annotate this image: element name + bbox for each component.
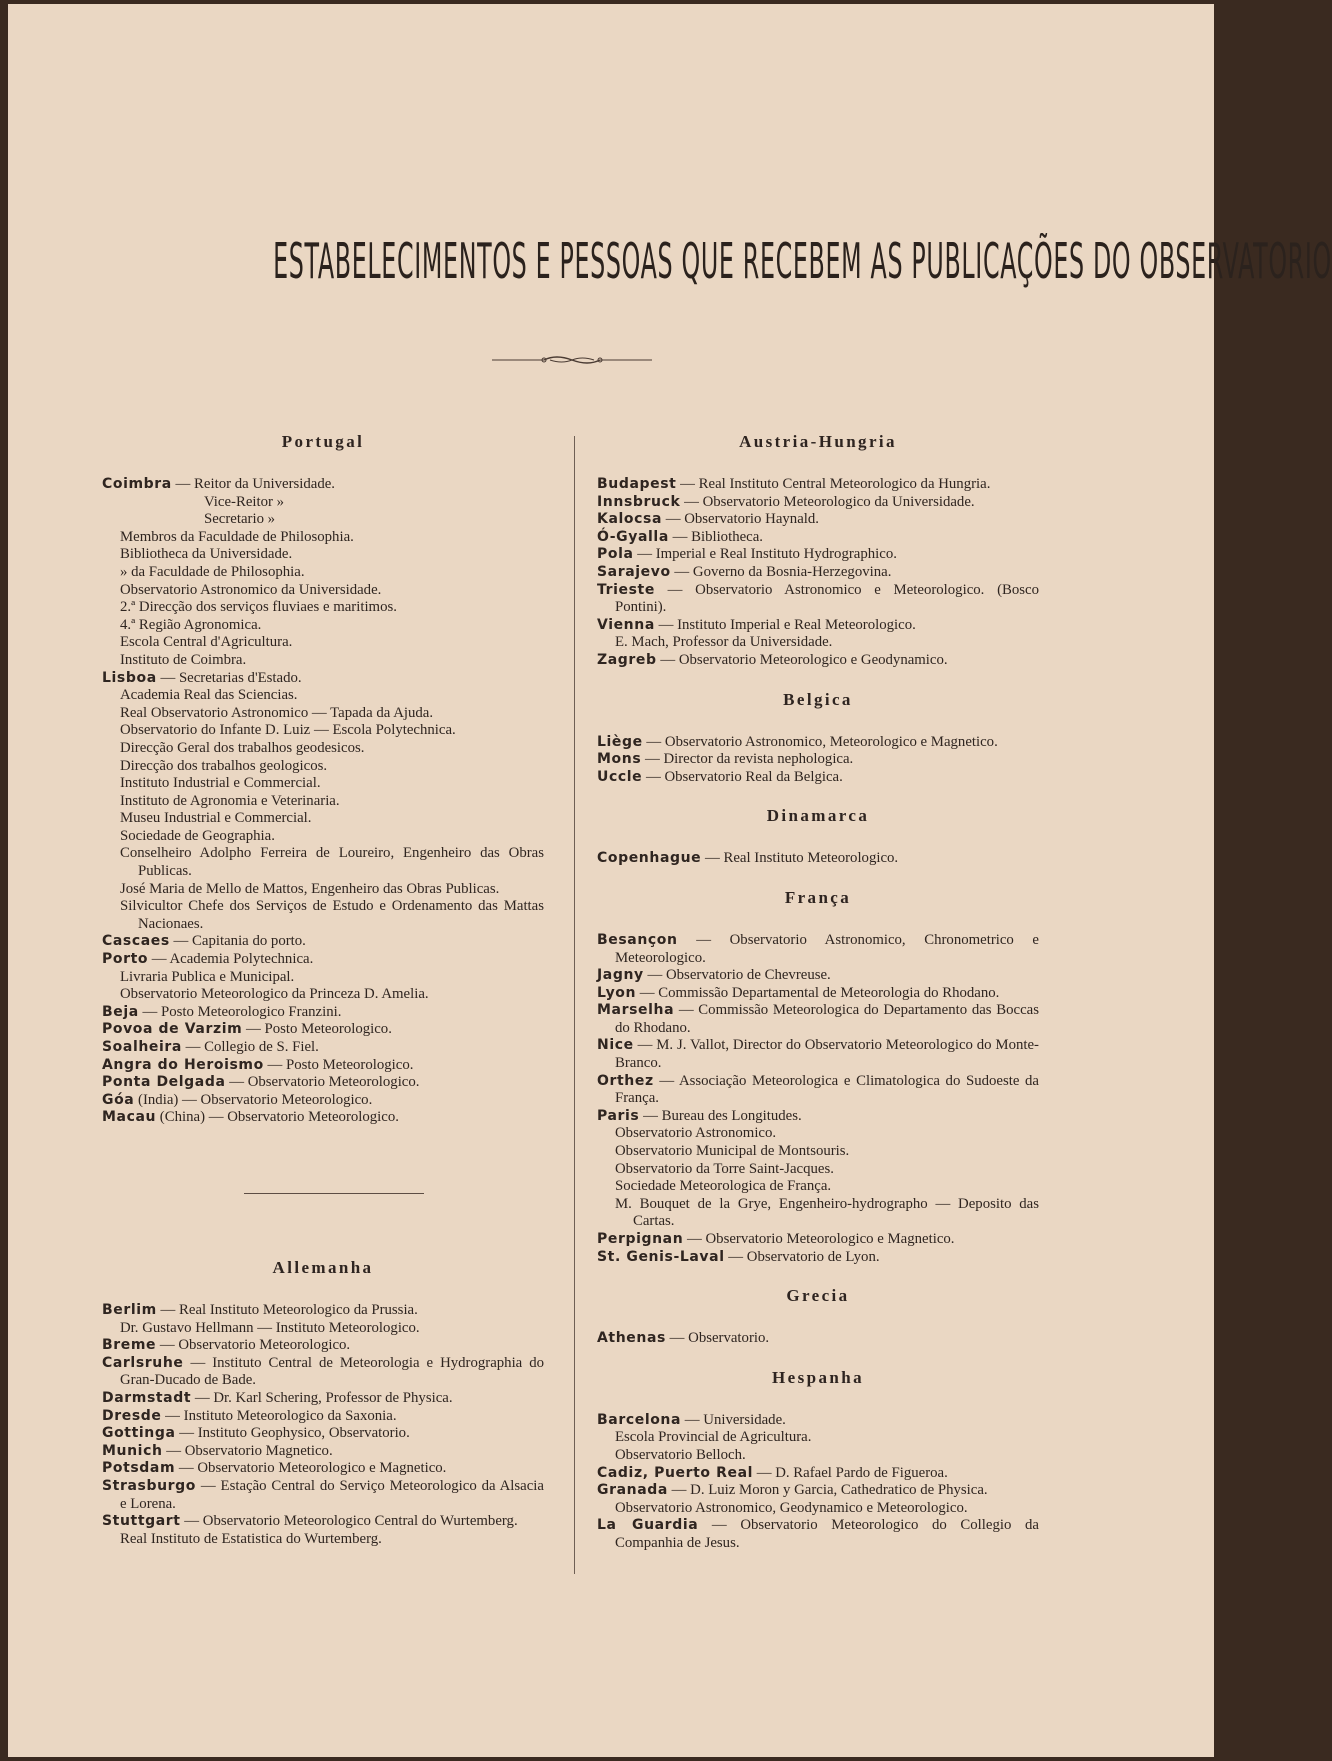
entry-line — [597, 634, 1039, 652]
entry-text: — Director da revista nephologica. — [641, 751, 854, 768]
entry-line — [597, 1037, 1039, 1072]
entry-text: — D. Rafael Pardo de Figueroa. — [753, 1464, 948, 1481]
entry-text: — Bureau des Longitudes. — [639, 1107, 802, 1124]
entry-text: — Instituto Meteorologico da Saxonia. — [161, 1407, 397, 1424]
entry-text: — Observatorio Magnetico. — [162, 1442, 333, 1459]
entry-text: — Observatorio de Lyon. — [724, 1248, 880, 1265]
entry-line — [102, 617, 544, 635]
document-page — [8, 4, 1332, 1757]
entry-line — [102, 722, 544, 740]
entry-text: — Observatorio Meteorologico da Universidade. — [680, 493, 975, 510]
entry-line — [597, 985, 1039, 1003]
entry-text: Direcção Geral dos trabalhos geodesicos. — [120, 739, 365, 756]
entry-line — [597, 476, 1039, 494]
place-name: Breme — [102, 1337, 157, 1354]
place-name: Orthez — [597, 1072, 654, 1089]
entry-text: Escola Central d'Agricultura. — [120, 634, 293, 651]
section-heading: Hespanha — [772, 1367, 864, 1387]
entry-line — [597, 511, 1039, 529]
entry-line — [597, 617, 1039, 635]
column-divider — [574, 436, 575, 1574]
entry-text: — Observatorio Meteorologico. — [225, 1074, 420, 1091]
entry-line — [597, 1196, 1039, 1231]
entry-text: — Posto Meteorologico. — [263, 1056, 414, 1073]
place-name: Berlim — [102, 1301, 157, 1318]
place-name: Liège — [597, 733, 643, 750]
entry-line — [102, 1443, 544, 1461]
entry-line — [102, 1531, 544, 1549]
entry-text: — Posto Meteorologico. — [242, 1021, 392, 1038]
place-name: Gottinga — [102, 1425, 176, 1442]
entry-line — [102, 845, 544, 880]
entry-list — [597, 1330, 1039, 1348]
entry-line — [102, 582, 544, 600]
entry-text: — Observatorio Astronomico e Meteorologico. (Bosco Pontini). — [615, 581, 1039, 616]
entry-text: 2.ª Direcção dos serviços fluviaes e maritimos. — [120, 599, 397, 616]
place-name: La Guardia — [597, 1517, 699, 1534]
entry-line — [102, 1109, 544, 1127]
entry-list — [597, 1412, 1039, 1553]
entry-text: — Academia Polytechnica. — [148, 951, 314, 968]
entry-text: Silvicultor Chefe dos Serviços de Estudo e Ordenamento das Mattas Nacionaes. — [120, 898, 544, 932]
entry-line — [102, 1021, 544, 1039]
section-heading: Belgica — [783, 689, 853, 709]
entry-line — [102, 1302, 544, 1320]
entry-text: — Estação Central do Serviço Meteorologico da Alsacia e Lorena. — [120, 1477, 544, 1512]
entry-line — [102, 986, 544, 1004]
entry-line — [102, 1337, 544, 1355]
place-name: Trieste — [597, 581, 655, 598]
entry-list — [597, 850, 1039, 868]
entry-text: — Instituto Central de Meteorologia e Hydrographia do Gran-Ducado de Bade. — [120, 1354, 544, 1389]
place-name: Sarajevo — [597, 563, 671, 580]
entry-line — [597, 546, 1039, 564]
entry-line — [597, 1231, 1039, 1249]
entry-text: — Instituto Geophysico, Observatorio. — [175, 1425, 410, 1442]
entry-text: — Observatorio Meteorologico. — [156, 1337, 351, 1354]
entry-line — [597, 564, 1039, 582]
entry-line — [597, 1429, 1039, 1447]
entry-line — [102, 758, 544, 776]
place-name: Ó-Gyalla — [597, 528, 669, 545]
entry-text: Observatorio Astronomico da Universidade. — [120, 581, 382, 598]
place-name: Perpignan — [597, 1231, 684, 1247]
entry-line — [102, 511, 544, 529]
place-name: Strasburgo — [102, 1477, 196, 1494]
place-name: Ponta Delgada — [102, 1074, 226, 1091]
entry-line — [102, 1057, 544, 1075]
entry-text: Observatorio Municipal de Montsouris. — [615, 1143, 850, 1160]
entry-line — [102, 1408, 544, 1426]
entry-line — [102, 494, 544, 512]
entry-line — [597, 652, 1039, 670]
entry-line — [102, 652, 544, 670]
entry-line — [102, 1390, 544, 1408]
entry-text: — Real Instituto Meteorologico. — [701, 850, 899, 867]
entry-line — [102, 793, 544, 811]
entry-text: José Maria de Mello de Mattos, Engenheiro das Obras Publicas. — [120, 880, 500, 897]
entry-line — [597, 1465, 1039, 1483]
entry-text: M. Bouquet de la Grye, Engenheiro-hydrographo — Deposito das Cartas. — [615, 1195, 1039, 1230]
entry-text: — Reitor da Universidade. — [171, 476, 335, 492]
entry-text: Membros da Faculdade de Philosophia. — [120, 528, 354, 545]
place-name: Mons — [597, 751, 642, 768]
entry-line — [102, 1355, 544, 1390]
entry-line — [102, 529, 544, 547]
place-name: Granada — [597, 1482, 668, 1499]
place-name: Innsbruck — [597, 493, 681, 510]
section-heading: Austria-Hungria — [739, 432, 897, 451]
entry-text: — Observatorio Meteorologico e Geodynamico. — [656, 651, 948, 668]
place-name: Kalocsa — [597, 511, 662, 528]
entry-line — [102, 969, 544, 987]
entry-text: — Observatorio. — [665, 1330, 770, 1347]
section-heading: Portugal — [281, 432, 365, 451]
right-column — [597, 432, 1039, 1553]
entry-line — [597, 1500, 1039, 1518]
section-franca — [597, 888, 1039, 1266]
entry-line — [102, 687, 544, 705]
entry-text: — Capitania do porto. — [169, 933, 306, 950]
entry-line — [597, 1330, 1039, 1348]
place-name: Nice — [597, 1037, 634, 1054]
place-name: Munich — [102, 1442, 163, 1459]
entry-line — [102, 881, 544, 899]
entry-line — [597, 751, 1039, 769]
entry-text: — Commissão Meteorologica do Departamento das Boccas do Rhodano. — [615, 1002, 1039, 1036]
entry-line — [597, 1125, 1039, 1143]
place-name: Darmstadt — [102, 1389, 192, 1406]
place-name: Lyon — [597, 984, 637, 1001]
entry-text: — M. J. Vallot, Director do Observatorio Meteorologico do Monte-Branco. — [615, 1037, 1039, 1072]
entry-text: — Instituto Imperial e Real Meteorologico. — [654, 616, 916, 633]
entry-text: Sociedade Meteorologica de França. — [615, 1178, 832, 1195]
entry-text: » da Faculdade de Philosophia. — [120, 563, 305, 580]
entry-line — [597, 734, 1039, 752]
entry-text: Direcção dos trabalhos geologicos. — [120, 757, 328, 774]
place-name: Vienna — [597, 616, 655, 633]
entry-line — [102, 670, 544, 688]
section-separator — [244, 1193, 424, 1194]
place-name: Cascaes — [102, 933, 170, 950]
entry-text: Dr. Gustavo Hellmann — Instituto Meteorologico. — [120, 1319, 420, 1336]
entry-line — [102, 1039, 544, 1057]
entry-line — [597, 1002, 1039, 1037]
place-name: Coimbra — [102, 476, 172, 492]
entry-text: Instituto de Coimbra. — [120, 651, 247, 668]
entry-line — [102, 898, 544, 933]
entry-line — [102, 634, 544, 652]
entry-line — [597, 494, 1039, 512]
entry-line — [102, 599, 544, 617]
entry-text: Academia Real das Sciencias. — [120, 687, 298, 704]
place-name: Marselha — [597, 1002, 675, 1019]
entry-line — [597, 1143, 1039, 1161]
entry-list — [597, 932, 1039, 1266]
entry-line — [597, 967, 1039, 985]
entry-text: — D. Luiz Moron y Garcia, Cathedratico de Physica. — [667, 1482, 988, 1499]
entry-text: 4.ª Região Agronomica. — [120, 616, 262, 633]
place-name: Góa — [102, 1091, 135, 1108]
entry-line — [102, 1074, 544, 1092]
place-name: Budapest — [597, 476, 677, 492]
place-name: Soalheira — [102, 1039, 182, 1055]
entry-list — [597, 734, 1039, 787]
entry-line — [597, 1517, 1039, 1552]
entry-text: — Observatorio Meteorologico Central do Wurtemberg. — [180, 1513, 518, 1530]
entry-line — [597, 769, 1039, 787]
entry-text: — Secretarias d'Estado. — [156, 669, 302, 686]
entry-text: Escola Provincial de Agricultura. — [615, 1429, 812, 1446]
entry-line — [597, 932, 1039, 967]
section-heading: França — [784, 887, 852, 907]
ornament-divider — [492, 352, 652, 368]
entry-line — [102, 546, 544, 564]
place-name: Povoa de Varzim — [102, 1021, 243, 1038]
place-name: Macau — [102, 1109, 157, 1126]
entry-text: — Associação Meteorologica e Climatologica do Sudoeste da França. — [615, 1072, 1039, 1107]
entry-text: — Observatorio Real da Belgica. — [642, 768, 843, 785]
entry-text: — Real Instituto Central Meteorologico da Hungria. — [676, 476, 991, 492]
place-name: Jagny — [597, 967, 644, 984]
entry-text: — Observatorio Meteorologico e Magnetico. — [175, 1460, 447, 1477]
entry-text: Instituto de Agronomia e Veterinaria. — [120, 792, 340, 809]
entry-line — [102, 705, 544, 723]
place-name: Paris — [597, 1107, 640, 1124]
entry-line — [597, 850, 1039, 868]
place-name: Lisboa — [102, 669, 157, 686]
entry-line — [597, 1447, 1039, 1465]
place-name: Potsdam — [102, 1460, 176, 1477]
entry-text: — Observatorio Meteorologico e Magnetico. — [683, 1231, 955, 1247]
section-heading: Dinamarca — [766, 806, 870, 826]
entry-text: Sociedade de Geographia. — [120, 827, 275, 844]
section-belgica — [597, 690, 1039, 787]
place-name: St. Genis-Laval — [597, 1248, 725, 1265]
place-name: Barcelona — [597, 1411, 682, 1428]
place-name: Carlsruhe — [102, 1354, 184, 1371]
entry-text: — Bibliotheca. — [668, 528, 763, 545]
entry-text: — Observatorio Astronomico, Chronometrico e Meteorologico. — [615, 931, 1039, 966]
entry-line — [102, 1092, 544, 1110]
entry-text: — Governo da Bosnia-Herzegovina. — [670, 563, 892, 580]
entry-text: Livraria Publica e Municipal. — [120, 968, 295, 985]
entry-text: (India) — Observatorio Meteorologico. — [134, 1091, 373, 1108]
entry-line — [102, 1004, 544, 1022]
entry-line — [597, 1412, 1039, 1430]
place-name: Athenas — [597, 1330, 666, 1347]
entry-line — [597, 1178, 1039, 1196]
entry-text: Secretario » — [204, 511, 276, 528]
place-name: Dresde — [102, 1407, 162, 1424]
entry-text: Observatorio do Infante D. Luiz — Escola Polytechnica. — [120, 722, 456, 739]
entry-text: (China) — Observatorio Meteorologico. — [156, 1109, 399, 1126]
entry-list — [102, 476, 544, 1127]
entry-line — [102, 1320, 544, 1338]
entry-text: Observatorio Astronomico. — [615, 1125, 777, 1142]
entry-text: Observatorio Belloch. — [615, 1446, 746, 1463]
section-austria-hungria — [597, 432, 1039, 670]
entry-text: — Real Instituto Meteorologico da Prussia. — [156, 1301, 418, 1318]
entry-list — [597, 476, 1039, 670]
left-column — [102, 432, 544, 1548]
entry-text: — Universidade. — [681, 1411, 786, 1428]
entry-line — [102, 810, 544, 828]
entry-text: — Collegio de S. Fiel. — [181, 1039, 319, 1055]
place-name: Pola — [597, 546, 634, 563]
entry-text: — Observatorio de Chevreuse. — [643, 967, 831, 984]
entry-text: E. Mach, Professor da Universidade. — [615, 634, 833, 651]
entry-text: — Commissão Departamental de Meteorologia do Rhodano. — [636, 984, 1000, 1001]
entry-line — [597, 582, 1039, 617]
entry-text: Conselheiro Adolpho Ferreira de Loureiro, Engenheiro das Obras Publicas. — [120, 845, 544, 880]
place-name: Uccle — [597, 768, 643, 785]
section-dinamarca — [597, 806, 1039, 868]
entry-text: Observatorio Meteorologico da Princeza D. Amelia. — [120, 986, 429, 1003]
entry-text: — Observatorio Meteorologico do Collegio da Companhia de Jesus. — [615, 1517, 1039, 1551]
entry-line — [102, 775, 544, 793]
place-name: Besançon — [597, 931, 678, 948]
section-allemanha — [102, 1258, 544, 1548]
place-name: Stuttgart — [102, 1513, 181, 1530]
section-portugal — [102, 432, 544, 1127]
entry-line — [597, 1108, 1039, 1126]
place-name: Zagreb — [597, 651, 657, 668]
entry-line — [102, 476, 544, 494]
place-name: Cadiz, Puerto Real — [597, 1464, 754, 1481]
section-grecia — [597, 1286, 1039, 1348]
place-name: Angra do Heroismo — [102, 1056, 264, 1073]
entry-text: — Observatorio Astronomico, Meteorologico e Magnetico. — [642, 733, 998, 750]
section-heading: Grecia — [786, 1286, 850, 1306]
page-title: ESTABELECIMENTOS E PESSOAS QUE RECEBEM AS PUBLICAÇÕES DO OBSERVATORIO — [273, 234, 1332, 291]
entry-line — [102, 1478, 544, 1513]
entry-line — [597, 529, 1039, 547]
entry-line — [102, 740, 544, 758]
entry-text: Instituto Industrial e Commercial. — [120, 775, 321, 792]
entry-line — [102, 1460, 544, 1478]
entry-line — [597, 1482, 1039, 1500]
place-name: Beja — [102, 1003, 139, 1020]
entry-line — [102, 1513, 544, 1531]
entry-list — [102, 1302, 544, 1548]
entry-text: — Dr. Karl Schering, Professor de Physica. — [191, 1389, 453, 1406]
entry-text: Museu Industrial e Commercial. — [120, 810, 312, 827]
section-hespanha — [597, 1368, 1039, 1553]
entry-text: Bibliotheca da Universidade. — [120, 546, 293, 563]
entry-text: Observatorio da Torre Saint-Jacques. — [615, 1160, 834, 1177]
entry-text: — Imperial e Real Instituto Hydrographico. — [633, 546, 897, 563]
section-heading: Allemanha — [272, 1257, 374, 1277]
entry-line — [597, 1161, 1039, 1179]
entry-line — [102, 828, 544, 846]
place-name: Copenhague — [597, 850, 702, 867]
entry-text: — Observatorio Haynald. — [662, 511, 819, 528]
entry-text: Real Instituto de Estatistica do Wurtemberg. — [120, 1530, 382, 1547]
entry-line — [102, 933, 544, 951]
entry-text: Vice-Reitor » — [204, 493, 285, 510]
entry-text: — Posto Meteorologico Franzini. — [138, 1003, 342, 1020]
entry-line — [102, 564, 544, 582]
entry-text: Real Observatorio Astronomico — Tapada da Ajuda. — [120, 704, 434, 721]
entry-text: Observatorio Astronomico, Geodynamico e Meteorologico. — [615, 1499, 968, 1516]
entry-line — [597, 1073, 1039, 1108]
entry-line — [597, 1249, 1039, 1267]
entry-line — [102, 1425, 544, 1443]
place-name: Porto — [102, 951, 149, 968]
entry-line — [102, 951, 544, 969]
